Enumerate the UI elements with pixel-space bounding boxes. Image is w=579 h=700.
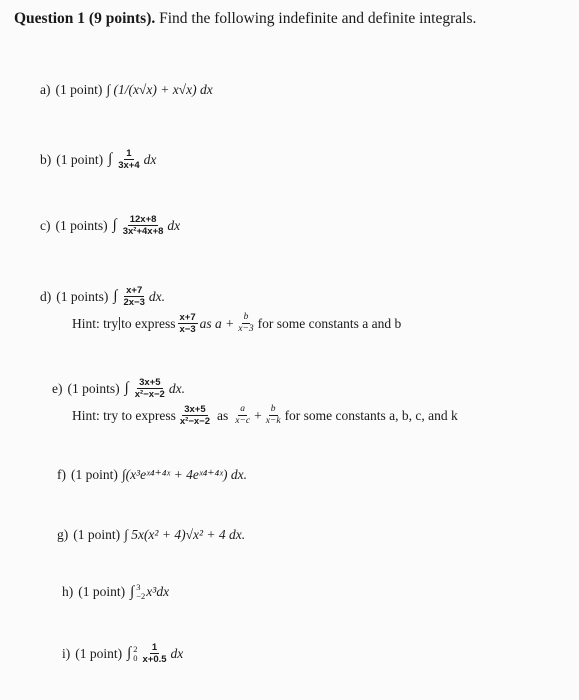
integral-sign: ∫ [124, 380, 129, 396]
problem-i [62, 642, 183, 665]
problem-points: (1 point) [78, 584, 126, 599]
integral-expression: ∫(x³eˣ⁴⁺⁴ˣ + 4eˣ⁴⁺⁴ˣ) dx. [121, 467, 247, 482]
problem-a [40, 82, 213, 98]
hint-d [72, 312, 401, 335]
problem-points: (1 points) [56, 288, 109, 304]
question-title [14, 10, 476, 28]
integral-sign: ∫ [112, 217, 117, 233]
problem-c [40, 214, 180, 237]
problem-label: c) [40, 217, 51, 233]
problem-b [40, 148, 156, 171]
hint-text: to express [121, 315, 176, 331]
integral-limits [133, 645, 137, 663]
numerator: 1 [151, 642, 158, 653]
denominator: 3x²+4x+8 [122, 226, 164, 237]
hint-fraction [233, 404, 252, 427]
problem-label: h) [62, 584, 74, 599]
hint-fraction [178, 312, 198, 335]
integrand-fraction [121, 214, 166, 237]
hint-text: as [217, 407, 229, 423]
problem-points: (1 point) [56, 151, 104, 167]
differential: dx. [168, 380, 185, 396]
problem-label: b) [40, 151, 52, 167]
hint-fraction [264, 404, 283, 427]
numerator: a [240, 404, 246, 414]
hint-text: as a + [199, 315, 235, 331]
denominator: 3x+4 [118, 160, 140, 171]
hint-prefix: Hint: try to express [72, 407, 176, 423]
problem-f [57, 467, 247, 483]
numerator: 12x+8 [129, 214, 157, 225]
question-instruction: Find the following indefinite and definite integrals. [155, 10, 477, 27]
numerator: x+7 [126, 285, 143, 296]
problem-points: (1 point) [71, 467, 118, 482]
problem-points: (1 point) [73, 527, 121, 542]
problem-e [52, 377, 185, 400]
denominator: x−3 [238, 324, 254, 334]
hint-text: + [254, 407, 262, 423]
denominator: x−c [235, 416, 251, 426]
upper-limit: 2 [133, 643, 138, 654]
numerator: b [243, 312, 249, 322]
integral-expression: x³dx [146, 584, 170, 599]
hint-suffix: for some constants a and b [257, 315, 402, 331]
problem-label: g) [57, 527, 69, 542]
hint-fraction [236, 312, 255, 335]
differential: dx [143, 151, 157, 167]
numerator: 1 [126, 148, 132, 159]
denominator: x−3 [179, 324, 196, 335]
problem-label: e) [52, 380, 63, 396]
denominator: x+0.5 [142, 654, 167, 665]
problem-h [62, 583, 169, 601]
problem-g [57, 527, 245, 543]
integral-sign: ∫ [127, 645, 132, 661]
integrand-fraction [116, 148, 141, 171]
lower-limit: 0 [133, 652, 138, 663]
question-heading: Question 1 (9 points). [14, 10, 156, 27]
differential: dx. [148, 288, 166, 304]
integral-limits [136, 583, 145, 601]
denominator: x²−x−2 [179, 416, 210, 427]
numerator: 3x+5 [184, 404, 206, 415]
integrand-fraction [121, 285, 146, 308]
problem-label: f) [57, 467, 66, 482]
problem-label: i) [62, 645, 71, 661]
problem-points: (1 point) [75, 645, 123, 661]
integral-sign: ∫ [113, 288, 118, 304]
integrand-fraction [140, 642, 168, 665]
numerator: b [270, 404, 276, 414]
integral-sign: ∫ [108, 151, 113, 167]
hint-fraction [178, 404, 212, 427]
problem-points: (1 points) [55, 217, 108, 233]
numerator: x+7 [179, 312, 196, 323]
denominator: x−k [265, 416, 281, 426]
denominator: 2x−3 [123, 297, 145, 308]
upper-limit: 3 [136, 582, 141, 592]
integral-sign: ∫ [130, 583, 135, 600]
hint-suffix: for some constants a, b, c, and k [284, 407, 458, 423]
integrand-fraction [133, 377, 167, 400]
numerator: 3x+5 [139, 377, 161, 388]
integral-expression: ∫ (1/(x√x) + x√x) dx [106, 82, 213, 97]
differential: dx [170, 645, 184, 661]
problem-points: (1 points) [67, 380, 120, 396]
problem-d [40, 285, 165, 308]
differential: dx [167, 217, 181, 233]
problem-label: a) [40, 82, 51, 97]
lower-limit: −2 [136, 591, 146, 601]
problem-label: d) [40, 288, 52, 304]
denominator: x²−x−2 [134, 389, 165, 400]
integral-expression: ∫ 5x(x² + 4)√x² + 4 dx. [124, 527, 246, 542]
hint-e [72, 404, 458, 427]
problem-points: (1 point) [55, 82, 103, 97]
hint-prefix: Hint: try [72, 315, 119, 331]
text-cursor-icon [119, 317, 120, 330]
